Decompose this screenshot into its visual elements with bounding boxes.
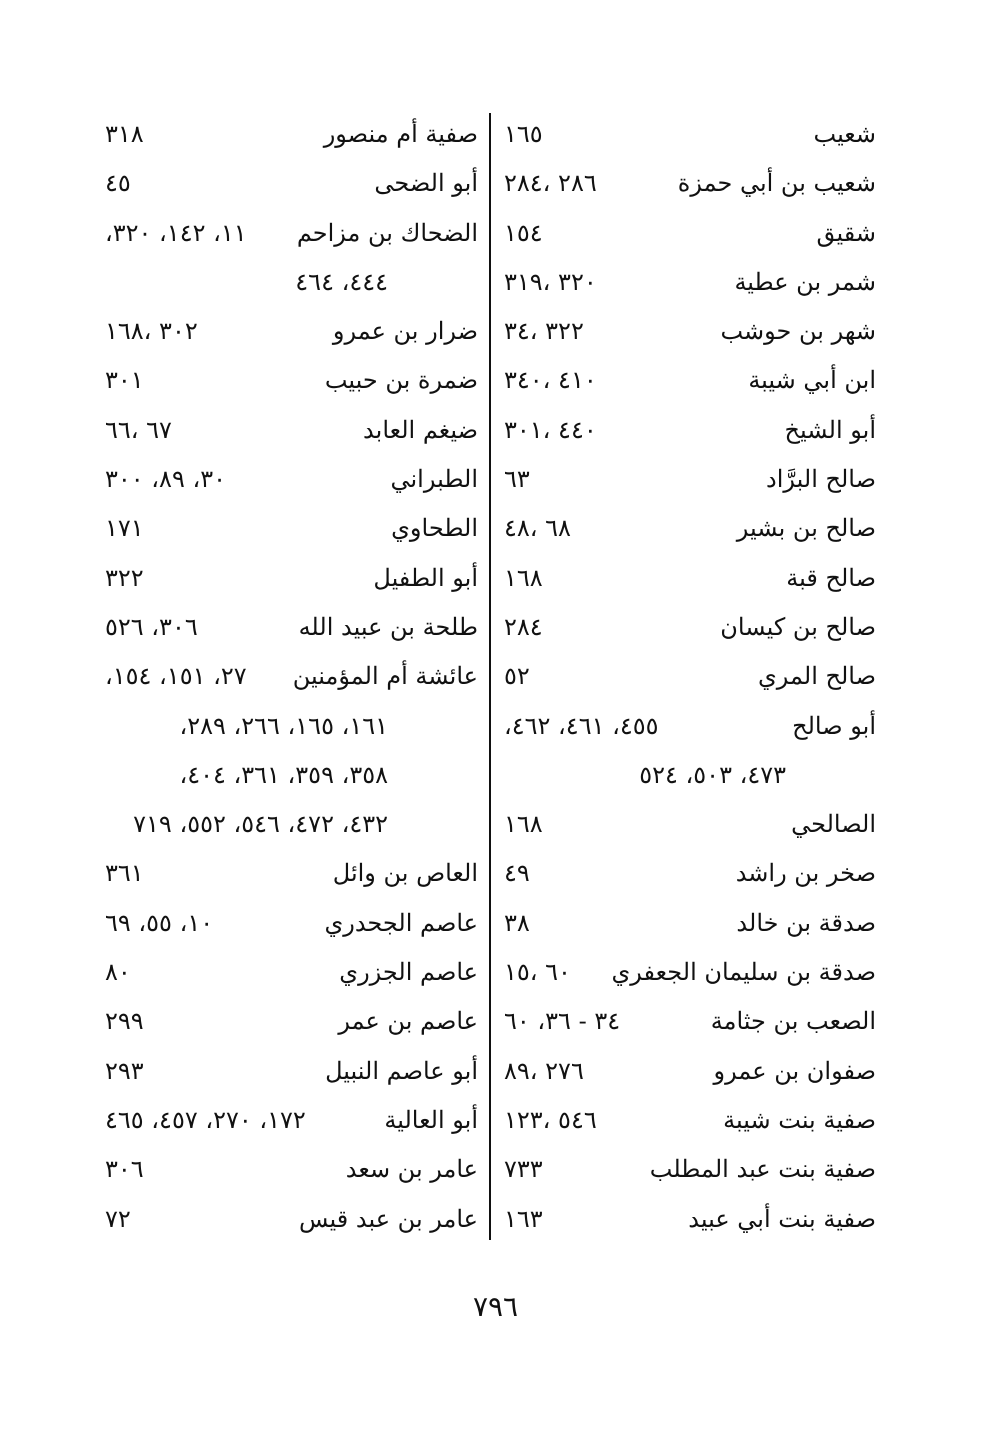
index-entry xyxy=(486,702,886,751)
entry-pages: ٣١٨ xyxy=(105,120,144,148)
entry-name: صدقة بن سليمان الجعفري xyxy=(611,958,876,987)
index-column-left xyxy=(95,110,483,1245)
entry-name: شمر بن عطية xyxy=(734,267,876,296)
entry-name: صخر بن راشد xyxy=(735,859,876,888)
entry-pages: ٣٢٠ ،٣١٩ xyxy=(504,267,597,296)
index-entry xyxy=(486,800,886,849)
entry-name: صفية بنت أبي عبيد xyxy=(688,1204,876,1233)
entry-pages: ٦٨ ،٤٨ xyxy=(504,514,571,543)
entry-pages: ٤١٠ ،٣٤٠ xyxy=(504,366,597,395)
entry-pages: ١٧١ xyxy=(105,514,144,543)
index-entry xyxy=(95,110,483,159)
index-entry xyxy=(95,455,483,504)
index-entry xyxy=(486,209,886,258)
index-entry xyxy=(95,1195,483,1244)
entry-pages: ١١، ١٤٢، ٣٢٠، xyxy=(105,218,247,247)
index-entry xyxy=(95,554,483,603)
entry-name: شهر بن حوشب xyxy=(720,317,876,346)
index-entry xyxy=(95,209,483,258)
entry-pages: ١٠، ٥٥، ٦٩ xyxy=(105,908,214,937)
index-entry xyxy=(95,504,483,553)
entry-name: أبو الشيخ xyxy=(784,415,876,444)
entry-pages: ١٧٢، ٢٧٠، ٤٥٧، ٤٦٥ xyxy=(105,1105,306,1134)
index-entry xyxy=(95,406,483,455)
index-entry-continuation xyxy=(95,702,483,751)
entry-name: شقيق xyxy=(816,218,876,247)
entry-pages: ٣٢٢ ،٣٤ xyxy=(504,317,584,346)
index-entry xyxy=(486,849,886,898)
index-entry-continuation xyxy=(95,751,483,800)
entry-pages: ٦٧ ،٦٦ xyxy=(105,415,172,444)
index-entry xyxy=(486,997,886,1046)
entry-pages: ١٦٥ xyxy=(504,120,543,148)
index-entry xyxy=(486,356,886,405)
entry-name: الصعب بن جثامة xyxy=(710,1007,876,1036)
entry-name: صفوان بن عمرو xyxy=(713,1056,876,1085)
entry-name: صالح المري xyxy=(757,662,876,691)
page-number: ٧٩٦ xyxy=(472,1290,519,1323)
index-entry xyxy=(95,159,483,208)
entry-pages: ١٦١، ١٦٥، ٢٦٦، ٢٨٩، xyxy=(179,711,388,740)
entry-name: صفية أم منصور xyxy=(323,120,478,148)
index-entry-continuation xyxy=(95,800,483,849)
index-entry xyxy=(95,1047,483,1096)
entry-pages: ٣٠١ xyxy=(105,366,144,395)
index-entry xyxy=(486,504,886,553)
index-entry xyxy=(486,258,886,307)
entry-pages: ١٦٨ xyxy=(504,563,543,592)
index-entry xyxy=(95,652,483,701)
entry-name: الطبراني xyxy=(390,465,478,494)
entry-pages: ٣٥٨، ٣٥٩، ٣٦١، ٤٠٤، xyxy=(179,760,388,789)
entry-name: طلحة بن عبيد الله xyxy=(298,612,478,641)
entry-pages: ٦٠ ،١٥ xyxy=(504,958,571,987)
index-entry xyxy=(95,1096,483,1145)
entry-pages: ٣٠٢ ،١٦٨ xyxy=(105,317,198,346)
entry-pages: ٥٢ xyxy=(504,662,530,691)
entry-pages: ٤٤٠ ،٣٠١ xyxy=(504,415,597,444)
entry-pages: ٣٠، ٨٩، ٣٠٠ xyxy=(105,465,226,494)
entry-name: صدقة بن خالد xyxy=(736,908,876,937)
entry-name: صفية بنت شيبة xyxy=(723,1105,876,1134)
entry-pages: ٢٨٤ xyxy=(504,612,543,641)
entry-pages: ٣٦١ xyxy=(105,859,144,888)
entry-pages: ٣٠٦، ٥٢٦ xyxy=(105,612,198,641)
entry-pages: ٤٣٢، ٤٧٢، ٥٤٦، ٥٥٢، ٧١٩ xyxy=(133,810,388,839)
index-entry-continuation xyxy=(486,751,886,800)
index-entry xyxy=(486,406,886,455)
entry-name: ابن أبي شيبة xyxy=(748,366,876,395)
entry-pages: ٢٩٩ xyxy=(105,1007,144,1036)
entry-name: صالح بن كيسان xyxy=(720,612,876,641)
entry-name: صالح قبة xyxy=(786,563,876,592)
index-column-right xyxy=(486,110,886,1245)
entry-name: أبو صالح xyxy=(792,711,876,740)
index-entry xyxy=(486,110,886,159)
index-entry xyxy=(95,899,483,948)
entry-name: صفية بنت عبد المطلب xyxy=(649,1155,876,1184)
index-entry xyxy=(486,1195,886,1244)
index-entry xyxy=(486,1096,886,1145)
entry-pages: ١٥٤ xyxy=(504,218,543,247)
entry-name: صالح بن بشير xyxy=(736,514,876,543)
index-entry xyxy=(486,899,886,948)
index-entry xyxy=(95,356,483,405)
entry-pages: ٥٤٦ ،١٢٣ xyxy=(504,1105,597,1134)
index-entry-continuation xyxy=(95,258,483,307)
entry-name: ضمرة بن حبيب xyxy=(324,366,478,395)
index-entry xyxy=(486,554,886,603)
index-entry xyxy=(486,948,886,997)
entry-name: ضيغم العابد xyxy=(363,415,478,444)
entry-name: أبو الضحى xyxy=(374,169,478,198)
entry-name: أبو عاصم النبيل xyxy=(325,1056,478,1085)
entry-pages: ١٦٨ xyxy=(504,810,543,839)
entry-name: صالح البرَّاد xyxy=(766,465,876,494)
entry-name: أبو الطفيل xyxy=(373,563,478,592)
entry-pages: ٤٥٥، ٤٦١، ٤٦٢، xyxy=(504,711,659,740)
entry-name: شعيب بن أبي حمزة xyxy=(677,169,876,198)
entry-pages: ١٦٣ xyxy=(504,1204,543,1233)
index-entry xyxy=(486,159,886,208)
index-entry xyxy=(486,652,886,701)
entry-name: العاص بن وائل xyxy=(332,859,478,888)
entry-pages: ٣٨ xyxy=(504,908,530,937)
entry-name: شعيب xyxy=(813,120,876,148)
entry-pages: ٢٩٣ xyxy=(105,1056,144,1085)
index-entry xyxy=(486,455,886,504)
index-entry xyxy=(486,603,886,652)
entry-pages: ٣٢٢ xyxy=(105,563,144,592)
entry-pages: ٤٤٤، ٤٦٤ xyxy=(295,267,388,296)
entry-name: الصالحي xyxy=(791,810,876,839)
entry-pages: ٢٧٦ ،٨٩ xyxy=(504,1056,584,1085)
entry-name: عامر بن عبد قيس xyxy=(298,1204,478,1233)
entry-name: أبو العالية xyxy=(384,1105,478,1134)
entry-pages: ٨٠ xyxy=(105,958,131,987)
entry-pages: ٧٣٣ xyxy=(504,1155,543,1184)
index-entry xyxy=(486,1047,886,1096)
index-entry xyxy=(486,307,886,356)
entry-pages: ٣٠٦ xyxy=(105,1155,144,1184)
index-entry xyxy=(95,997,483,1046)
entry-name: عاصم بن عمر xyxy=(338,1007,478,1036)
column-divider xyxy=(489,113,491,1240)
entry-pages: ٣٤ - ٣٦، ٦٠ xyxy=(504,1007,621,1036)
entry-name: عائشة أم المؤمنين xyxy=(292,662,478,691)
entry-pages: ٤٥ xyxy=(105,169,131,198)
entry-pages: ٤٩ xyxy=(504,859,530,888)
entry-pages: ٧٢ xyxy=(105,1204,131,1233)
entry-pages: ٢٧، ١٥١، ١٥٤، xyxy=(105,662,247,691)
index-entry xyxy=(95,603,483,652)
entry-pages: ٦٣ xyxy=(504,465,530,494)
entry-name: عامر بن سعد xyxy=(345,1155,478,1184)
entry-name: عاصم الجحدري xyxy=(324,908,478,937)
index-entry xyxy=(95,1145,483,1194)
index-entry xyxy=(95,307,483,356)
entry-pages: ٤٧٣، ٥٠٣، ٥٢٤ xyxy=(639,760,786,789)
index-entry xyxy=(95,948,483,997)
entry-name: عاصم الجزري xyxy=(339,958,478,987)
index-entry xyxy=(95,849,483,898)
entry-name: ضرار بن عمرو xyxy=(332,317,478,346)
entry-name: الضحاك بن مزاحم xyxy=(296,218,478,247)
entry-name: الطحاوي xyxy=(391,514,478,543)
entry-pages: ٢٨٦ ،٢٨٤ xyxy=(504,169,597,198)
index-entry xyxy=(486,1145,886,1194)
